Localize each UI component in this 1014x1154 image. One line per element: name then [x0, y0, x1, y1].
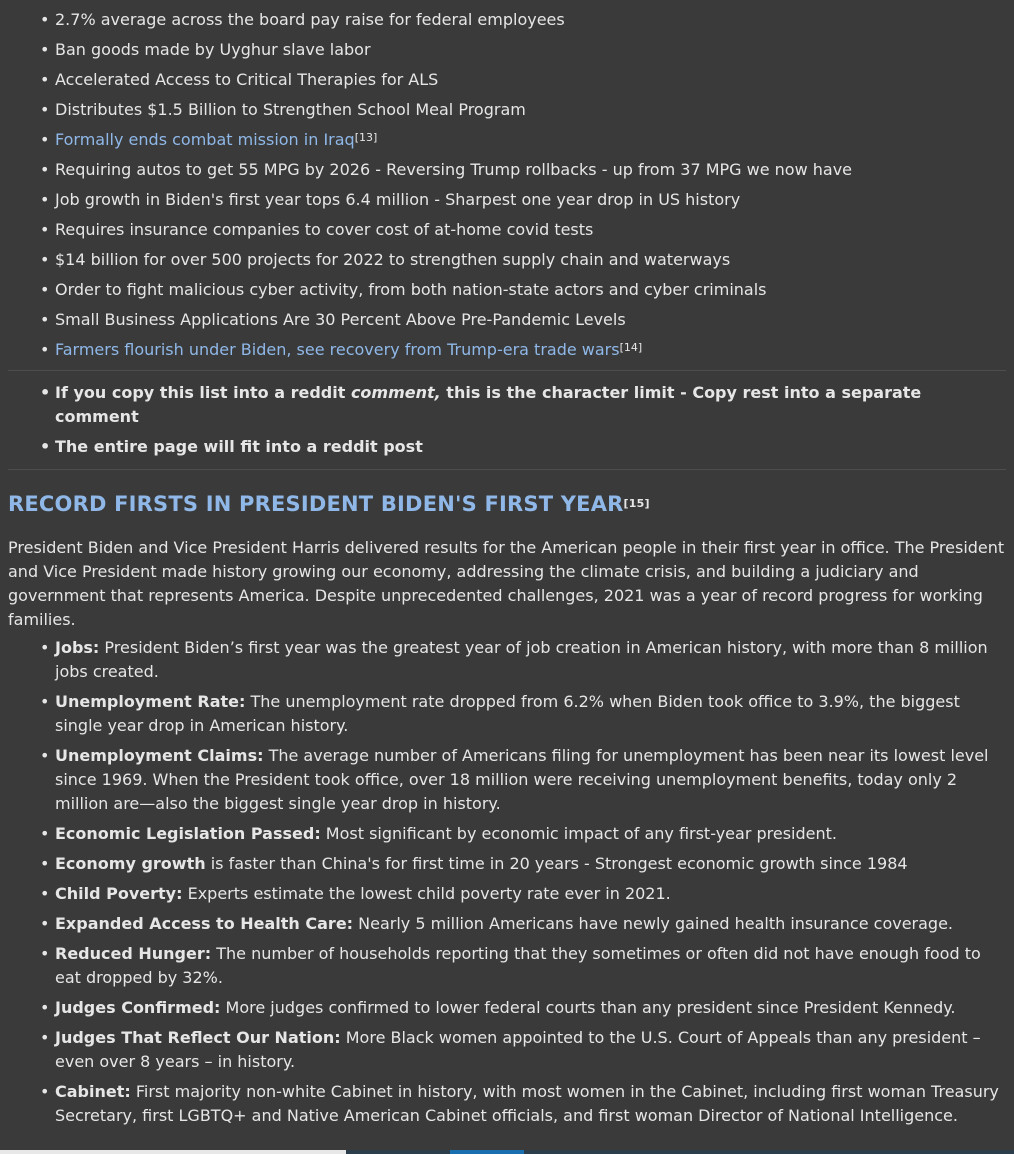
list-item-text: $14 billion for over 500 projects for 2022 to strengthen supply chain and waterways	[55, 250, 731, 269]
list-item-text: Job growth in Biden's first year tops 6.4 million - Sharpest one year drop in US history	[55, 190, 741, 209]
divider	[8, 469, 1006, 470]
reference-15[interactable]: [15]	[623, 497, 650, 510]
list-item-text: 2.7% average across the board pay raise for federal employees	[55, 10, 565, 29]
list-item: • Unemployment Rate: The unemployment rate dropped from 6.2% when Biden took office to 3.9%, the biggest single year drop in American history.	[0, 690, 1014, 738]
section-intro: President Biden and Vice President Harris delivered results for the American people in their first year in office. The President and Vice President made history growing our economy, addressing the climate crisis, and building a judiciary and government that represents America. Despite unprecedented challenges, 2021 was a year of record progress for working families.	[8, 538, 1005, 629]
divider	[8, 370, 1006, 371]
list-item-text: Small Business Applications Are 30 Percent Above Pre-Pandemic Levels	[55, 310, 626, 329]
list-item	[0, 338, 1014, 362]
list-item: • Reduced Hunger: The number of households reporting that they sometimes or often did not have enough food to eat dropped by 32%.	[0, 942, 1014, 990]
list-item: • Economic Legislation Passed: Most significant by economic impact of any first-year president.	[0, 822, 1014, 846]
list-item: • Jobs: President Biden’s first year was the greatest year of job creation in American history, with more than 8 million jobs created.	[0, 636, 1014, 684]
list-item-text: Accelerated Access to Critical Therapies for ALS	[55, 70, 439, 89]
list-item	[0, 38, 1014, 62]
list-item-text: Ban goods made by Uyghur slave labor	[55, 40, 371, 59]
list-item-text: Requiring autos to get 55 MPG by 2026 - Reversing Trump rollbacks - up from 37 MPG we now have	[55, 160, 853, 179]
list-item: • Economy growth is faster than China's for first time in 20 years - Strongest economic growth since 1984	[0, 852, 1014, 876]
reference-13[interactable]: [13]	[354, 131, 378, 144]
list-item	[0, 128, 1014, 152]
reference-14[interactable]: [14]	[619, 341, 643, 354]
iraq-combat-link[interactable]: Formally ends combat mission in Iraq	[55, 130, 355, 149]
list-item: • Expanded Access to Health Care: Nearly 5 million Americans have newly gained health insurance coverage.	[0, 912, 1014, 936]
list-item: • Judges Confirmed: More judges confirmed to lower federal courts than any president since President Kennedy.	[0, 996, 1014, 1020]
horizontal-scrollbar[interactable]	[0, 1150, 1014, 1154]
list-item: • Cabinet: First majority non-white Cabinet in history, with most women in the Cabinet, including first woman Treasury Secretary, first LGBTQ+ and Native American Cabinet officials, and first woman Director of National Intelligence.	[0, 1080, 1014, 1128]
list-item-text: Requires insurance companies to cover cost of at-home covid tests	[55, 220, 594, 239]
list-item: • Unemployment Claims: The average number of Americans filing for unemployment has been near its lowest level since 1969. When the President took office, over 18 million were receiving unemployment benefits, today only 2 million are—also the biggest single year drop in history.	[0, 744, 1014, 816]
character-limit-note: • If you copy this list into a reddit comment, this is the character limit - Copy rest into a separate comment	[0, 381, 1014, 429]
list-item: • Child Poverty: Experts estimate the lowest child poverty rate ever in 2021.	[0, 882, 1014, 906]
list-item	[0, 188, 1014, 212]
farmers-flourish-link[interactable]: Farmers flourish under Biden, see recovery from Trump-era trade wars	[55, 340, 620, 359]
list-item	[0, 278, 1014, 302]
scrollbar-track-segment	[0, 1150, 346, 1154]
accomplishments-list	[0, 0, 1014, 362]
list-item	[0, 218, 1014, 242]
list-item	[0, 8, 1014, 32]
page-fit-note: • The entire page will fit into a reddit post	[0, 435, 1014, 459]
scrollbar-thumb[interactable]	[450, 1150, 524, 1154]
notes-list	[0, 381, 1014, 459]
list-item-text: Order to fight malicious cyber activity, from both nation-state actors and cyber criminals	[55, 280, 767, 299]
section-heading: RECORD FIRSTS IN PRESIDENT BIDEN'S FIRST YEAR[15]	[8, 492, 650, 516]
list-item	[0, 98, 1014, 122]
record-firsts-list	[0, 636, 1014, 1128]
list-item: • Judges That Reflect Our Nation: More Black women appointed to the U.S. Court of Appeals than any president – even over 8 years – in history.	[0, 1026, 1014, 1074]
list-item-text: Distributes $1.5 Billion to Strengthen School Meal Program	[55, 100, 526, 119]
list-item	[0, 308, 1014, 332]
list-item	[0, 158, 1014, 182]
list-item	[0, 248, 1014, 272]
list-item	[0, 68, 1014, 92]
